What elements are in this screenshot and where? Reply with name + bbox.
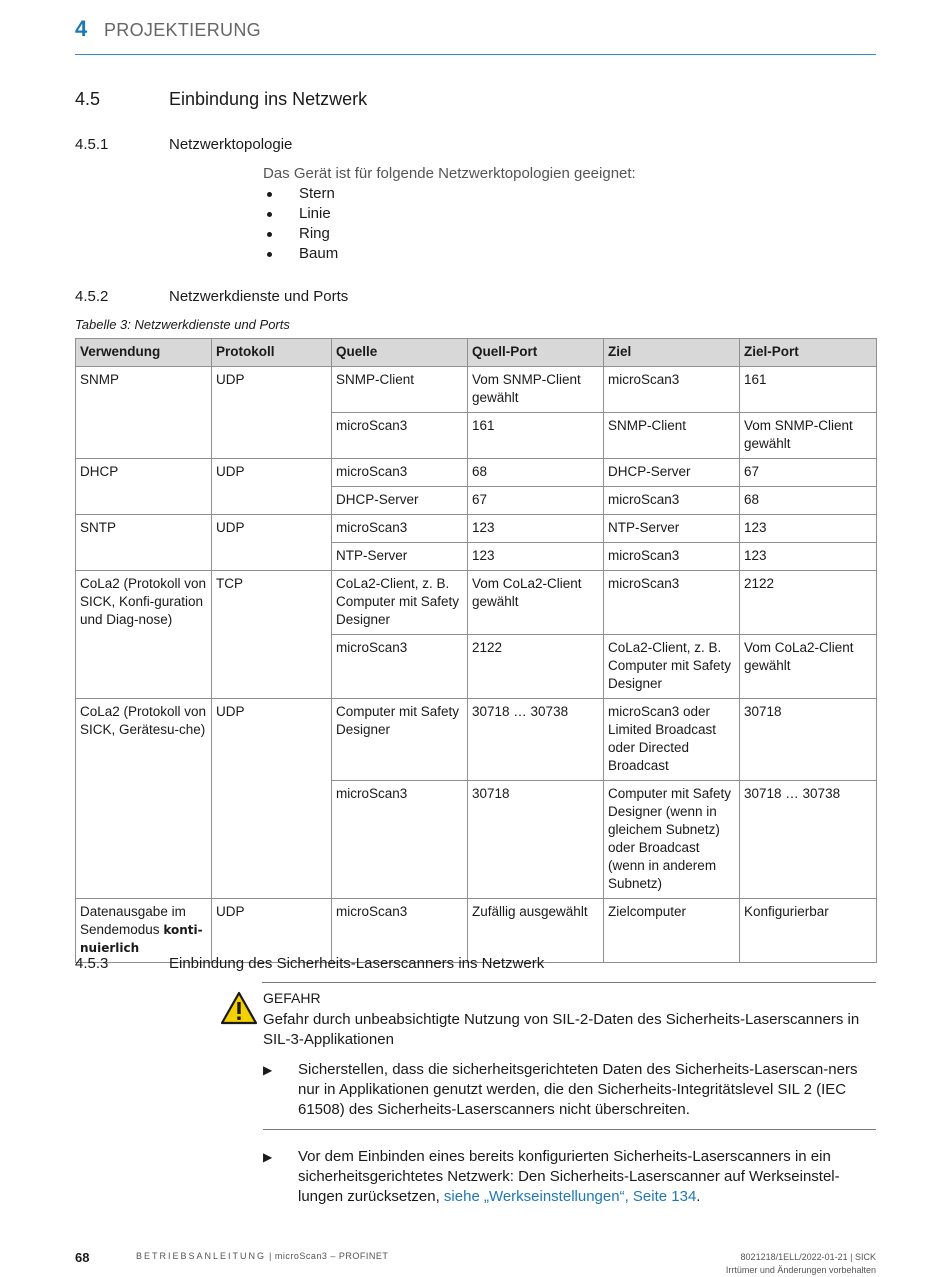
protocol-cell: UDP — [212, 699, 332, 899]
table-row — [76, 899, 877, 963]
table-cell: 30718 — [740, 699, 877, 781]
column-header: Ziel-Port — [740, 339, 877, 367]
step-text — [298, 1147, 878, 1207]
usage-cell: CoLa2 (Protokoll von SICK, Konfi-guration und Diag-nose) — [76, 571, 212, 699]
table-cell: microScan3 — [604, 367, 740, 413]
usage-cell: SNTP — [76, 515, 212, 571]
table-cell: 161 — [740, 367, 877, 413]
step-text-end: . — [696, 1188, 701, 1205]
subsection-number: 4.5.3 — [75, 955, 109, 972]
column-header: Verwendung — [76, 339, 212, 367]
table-cell: Vom CoLa2-Client gewählt — [468, 571, 604, 635]
list-item: Ring — [263, 224, 338, 244]
table-row — [76, 459, 877, 487]
section-number: 4.5 — [75, 89, 101, 109]
table-cell: microScan3 oder Limited Broadcast oder Directed Broadcast — [604, 699, 740, 781]
subsection-title: Netzwerkdienste und Ports — [169, 288, 349, 305]
ports-table — [75, 338, 877, 963]
table-cell: 68 — [740, 487, 877, 515]
danger-description: Gefahr durch unbeabsichtigte Nutzung von SIL-2-Daten des Sicherheits-Laserscanners in SIL-3-Applikationen — [263, 1011, 860, 1048]
table-cell: Konfigurierbar — [740, 899, 877, 963]
protocol-cell: UDP — [212, 367, 332, 459]
list-item: Stern — [263, 184, 338, 204]
danger-label: GEFAHR — [263, 990, 321, 1006]
usage-mode-bold: konti-nuierlich — [80, 923, 203, 955]
table-cell: 30718 … 30738 — [740, 781, 877, 899]
table-cell: 161 — [468, 413, 604, 459]
table-cell: microScan3 — [332, 515, 468, 543]
table-cell: Zufällig ausgewählt — [468, 899, 604, 963]
column-header: Protokoll — [212, 339, 332, 367]
table-row — [76, 571, 877, 635]
usage-cell — [76, 899, 212, 963]
divider — [262, 982, 876, 983]
doc-type: BETRIEBSANLEITUNG — [136, 1251, 267, 1261]
protocol-cell: TCP — [212, 571, 332, 699]
table-cell: 123 — [468, 543, 604, 571]
footer-right — [726, 1251, 876, 1277]
chapter-title: PROJEKTIERUNG — [104, 20, 261, 40]
table-cell: Computer mit Safety Designer — [332, 699, 468, 781]
table-cell: microScan3 — [332, 413, 468, 459]
table-cell: DHCP-Server — [332, 487, 468, 515]
table-cell: 123 — [740, 543, 877, 571]
settings-link[interactable]: siehe „Werkseinstellungen“, Seite 134 — [443, 1188, 697, 1205]
protocol-cell: UDP — [212, 515, 332, 571]
usage-cell: DHCP — [76, 459, 212, 515]
topology-list — [263, 184, 338, 264]
table-cell: Computer mit Safety Designer (wenn in gleichem Subnetz) oder Broadcast (wenn in anderem Subnetz) — [604, 781, 740, 899]
step-text-main: Vor dem Einbinden eines bereits konfigurierten Sicherheits-Laserscanners in ein sicherheitsgerichtetes Netzwerk: Den Sicherheits-Laserscanner auf Werkseinstel-lungen zurücksetzen, — [298, 1148, 840, 1205]
column-header: Ziel — [604, 339, 740, 367]
table-cell: microScan3 — [332, 899, 468, 963]
table-cell: 67 — [740, 459, 877, 487]
table-cell: microScan3 — [604, 571, 740, 635]
protocol-cell: UDP — [212, 899, 332, 963]
table-cell: 2122 — [740, 571, 877, 635]
usage-cell: CoLa2 (Protokoll von SICK, Gerätesu-che) — [76, 699, 212, 899]
list-item: Linie — [263, 204, 338, 224]
subsection-title: Netzwerktopologie — [169, 136, 293, 153]
arrow-right-icon: ▶ — [263, 1150, 273, 1164]
step-text: Sicherstellen, dass die sicherheitsgerichteten Daten des Sicherheits-Laserscan-ners nur in Applikationen genutzt werden, die den Sicherheits-Integritätslevel SIL 2 (IEC 61508) des Sicherheits-Laserscanners nicht überschreiten. — [298, 1061, 858, 1118]
disclaimer: Irrtümer und Änderungen vorbehalten — [725, 1265, 876, 1275]
column-header: Quelle — [332, 339, 468, 367]
table-cell: microScan3 — [332, 781, 468, 899]
subsection-number: 4.5.1 — [75, 136, 109, 153]
table-caption: Tabelle 3: Netzwerkdienste und Ports — [75, 317, 290, 332]
arrow-right-icon: ▶ — [263, 1063, 273, 1077]
subsection-title: Einbindung des Sicherheits-Laserscanners ins Netzwerk — [169, 955, 545, 972]
topology-intro: Das Gerät ist für folgende Netzwerktopologien geeignet: — [263, 165, 636, 182]
subsection-number: 4.5.2 — [75, 288, 109, 305]
table-header-row — [76, 339, 877, 367]
table-cell: SNMP-Client — [332, 367, 468, 413]
divider — [263, 1129, 876, 1130]
section-title: Einbindung ins Netzwerk — [169, 89, 368, 109]
list-item: Baum — [263, 244, 338, 264]
table-cell: SNMP-Client — [604, 413, 740, 459]
table-cell: 67 — [468, 487, 604, 515]
table-cell: CoLa2-Client, z. B. Computer mit Safety Designer — [332, 571, 468, 635]
chapter-number: 4 — [75, 16, 88, 41]
table-cell: 123 — [740, 515, 877, 543]
table-cell: 2122 — [468, 635, 604, 699]
table-cell: 30718 … 30738 — [468, 699, 604, 781]
table-row — [76, 367, 877, 413]
table-cell: Vom SNMP-Client gewählt — [740, 413, 877, 459]
table-cell: Zielcomputer — [604, 899, 740, 963]
table-cell: NTP-Server — [604, 515, 740, 543]
chapter-header — [75, 16, 876, 55]
doc-id: 8021218/1ELL/2022-01-21 | SICK — [740, 1252, 876, 1262]
protocol-cell: UDP — [212, 459, 332, 515]
table-row — [76, 699, 877, 781]
table-cell: DHCP-Server — [604, 459, 740, 487]
table-cell: NTP-Server — [332, 543, 468, 571]
table-cell: microScan3 — [332, 635, 468, 699]
page-number: 68 — [75, 1250, 90, 1265]
table-cell: 68 — [468, 459, 604, 487]
table-cell: Vom CoLa2-Client gewählt — [740, 635, 877, 699]
table-cell: microScan3 — [604, 543, 740, 571]
warning-triangle-icon — [220, 991, 258, 1025]
usage-cell: SNMP — [76, 367, 212, 459]
column-header: Quell-Port — [468, 339, 604, 367]
footer-document — [136, 1251, 388, 1261]
doc-product: | microScan3 – PROFINET — [266, 1251, 389, 1261]
table-cell: 123 — [468, 515, 604, 543]
table-cell: CoLa2-Client, z. B. Computer mit Safety Designer — [604, 635, 740, 699]
table-row — [76, 515, 877, 543]
usage-text: Datenausgabe im Sendemodus — [80, 904, 186, 937]
table-cell: microScan3 — [604, 487, 740, 515]
table-cell: 30718 — [468, 781, 604, 899]
table-cell: Vom SNMP-Client gewählt — [468, 367, 604, 413]
table-cell: microScan3 — [332, 459, 468, 487]
